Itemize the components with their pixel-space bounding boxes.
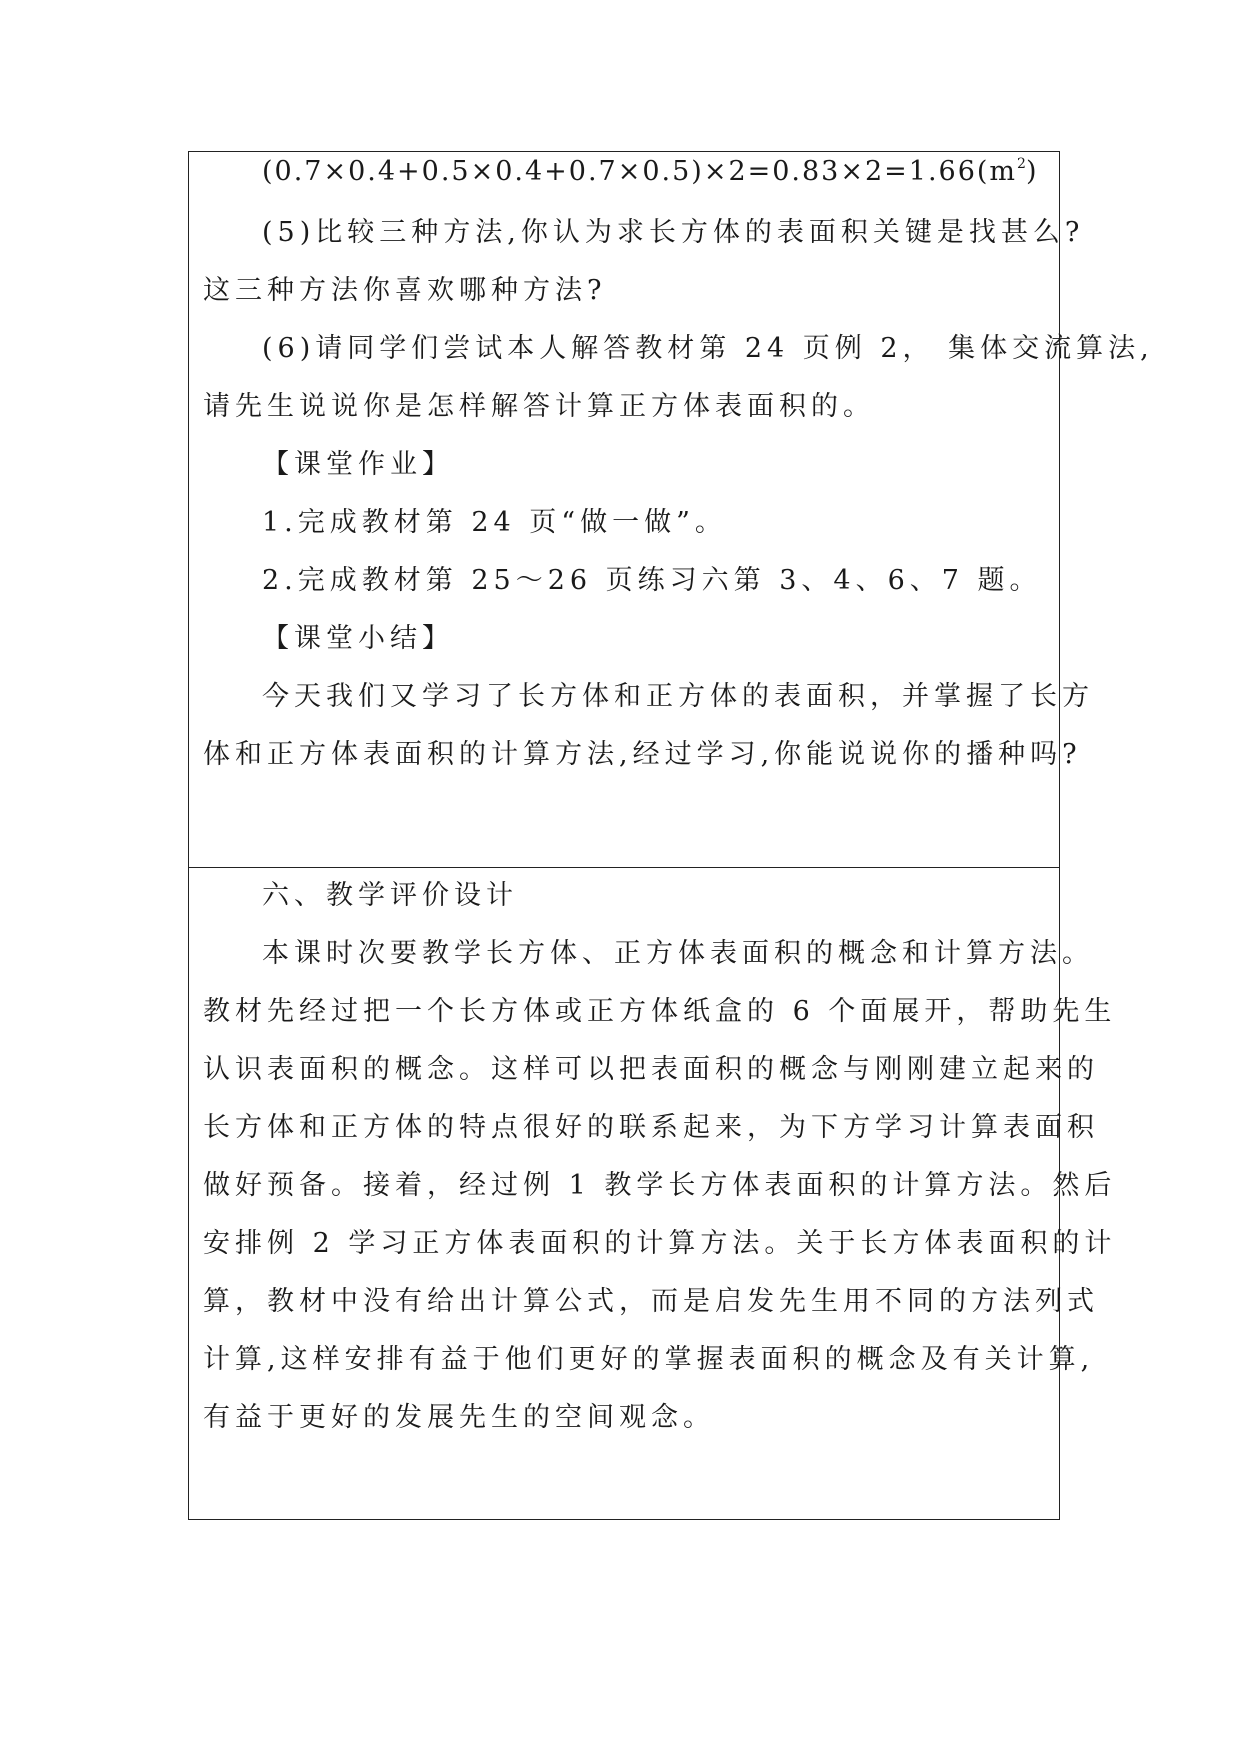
paragraph-6-line-1: (6)请同学们尝试本人解答教材第 24 页例 2， 集体交流算法, — [262, 333, 1154, 364]
paragraph-5-line-1: (5)比较三种方法,你认为求长方体的表面积关键是找甚么? — [262, 217, 1085, 248]
evaluation-line-6: 安排例 2 学习正方体表面积的计算方法。关于长方体表面积的计 — [203, 1228, 1117, 1259]
summary-heading: 【课堂小结】 — [262, 623, 454, 654]
evaluation-line-2: 教材先经过把一个长方体或正方体纸盒的 6 个面展开，帮助先生 — [203, 996, 1117, 1027]
summary-line-1: 今天我们又学习了长方体和正方体的表面积，并掌握了长方 — [262, 681, 1094, 712]
paragraph-5-line-2: 这三种方法你喜欢哪种方法? — [203, 275, 607, 306]
evaluation-line-8: 计算,这样安排有益于他们更好的掌握表面积的概念及有关计算, — [203, 1344, 1095, 1375]
evaluation-line-5: 做好预备。接着，经过例 1 教学长方体表面积的计算方法。然后 — [203, 1170, 1117, 1201]
evaluation-line-1: 本课时次要教学长方体、正方体表面积的概念和计算方法。 — [262, 938, 1094, 969]
formula-close: ) — [1025, 156, 1039, 187]
homework-item-2: 2.完成教材第 25～26 页练习六第 3、4、6、7 题。 — [262, 565, 1042, 596]
content-table — [188, 151, 1154, 1520]
paragraph-6-line-2: 请先生说说你是怎样解答计算正方体表面积的。 — [203, 391, 875, 422]
formula-superscript: 2 — [1017, 156, 1026, 172]
homework-item-1: 1.完成教材第 24 页“做一做”。 — [262, 507, 727, 538]
formula-text: (0.7×0.4+0.5×0.4+0.7×0.5)×2=0.83×2=1.66(m — [262, 156, 1018, 187]
table-cell-lesson — [189, 152, 1154, 867]
section-heading: 六、教学评价设计 — [262, 880, 518, 911]
homework-heading: 【课堂作业】 — [262, 449, 454, 480]
evaluation-line-7: 算，教材中没有给出计算公式，而是启发先生用不同的方法列式 — [203, 1286, 1099, 1317]
evaluation-line-3: 认识表面积的概念。这样可以把表面积的概念与刚刚建立起来的 — [203, 1054, 1099, 1085]
formula-line — [262, 152, 1059, 192]
summary-line-2: 体和正方体表面积的计算方法,经过学习,你能说说你的播种吗? — [203, 739, 1082, 770]
table-cell-evaluation — [189, 867, 1117, 1519]
evaluation-line-4: 长方体和正方体的特点很好的联系起来，为下方学习计算表面积 — [203, 1112, 1099, 1143]
evaluation-line-9: 有益于更好的发展先生的空间观念。 — [203, 1402, 715, 1433]
